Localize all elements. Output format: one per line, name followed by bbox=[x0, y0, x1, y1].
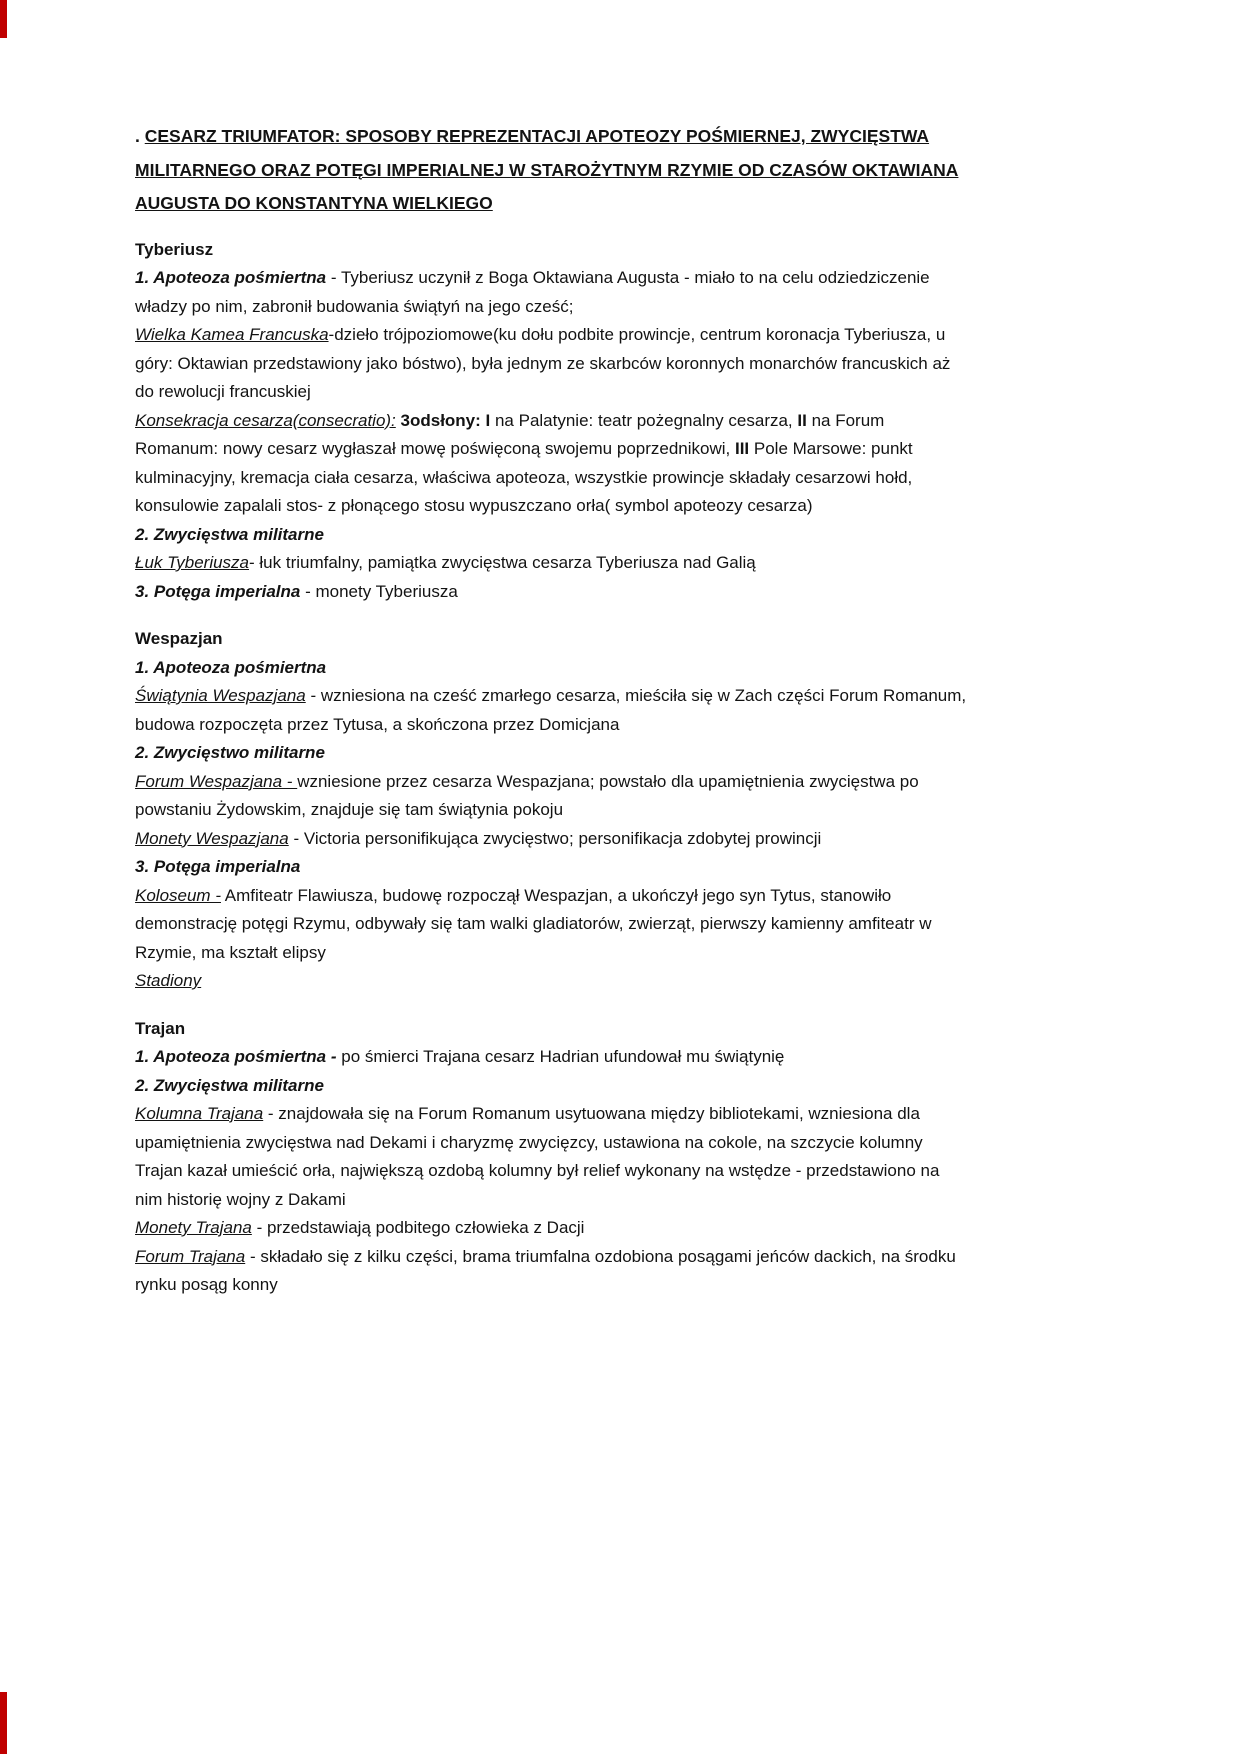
text-run: - łuk triumfalny, pamiątka zwycięstwa cesarza Tyberiusza nad Galią bbox=[249, 553, 756, 572]
text-run: 2. Zwycięstwa militarne bbox=[135, 524, 324, 544]
text-run: - Tyberiusz uczynił z Boga Oktawiana Augusta - miało to na celu odziedziczenie władzy po nim, zabronił budowania świątyń na jego cześć; bbox=[135, 268, 930, 316]
paragraph bbox=[135, 264, 970, 321]
paragraph bbox=[135, 1243, 970, 1300]
paragraph bbox=[135, 967, 970, 996]
text-run: - przedstawiają podbitego człowieka z Dacji bbox=[251, 1218, 585, 1237]
text-run: Łuk Tyberiusza bbox=[135, 553, 250, 572]
paragraph bbox=[135, 1214, 970, 1243]
text-run: po śmierci Trajana cesarz Hadrian ufundował mu świątynię bbox=[336, 1047, 785, 1066]
title-text: CESARZ TRIUMFATOR: SPOSOBY REPREZENTACJI APOTEOZY POŚMIERNEJ, ZWYCIĘSTWA MILITARNEGO ORAZ POTĘGI IMPERIALNEJ W STAROŻYTNYM RZYMIE OD CZASÓW OKTAWIANA AUGUSTA DO KONSTANTYNA WIELKIEGO bbox=[135, 126, 959, 213]
paragraph bbox=[135, 521, 970, 550]
text-run: 3odsłony: I bbox=[400, 410, 491, 430]
text-run: III bbox=[734, 439, 750, 458]
text-run: - Victoria personifikująca zwycięstwo; personifikacja zdobytej prowincji bbox=[288, 828, 822, 848]
document-sections bbox=[135, 236, 970, 1300]
paragraph bbox=[135, 882, 970, 968]
paragraph bbox=[135, 321, 970, 407]
text-run: - znajdowała się na Forum Romanum usytuowana między bibliotekami, wzniesiona dla upamiętnienia zwycięstwa nad Dekami i charyzmę zwycięzcy, ustawiona na cokole, na szczycie kolumny Trajan kazał umieścić orła, największą ozdobą kolumny był relief wykonany na wstędze - przedstawiono na nim historię wojny z Dakami bbox=[135, 1104, 940, 1209]
text-run: na Palatynie: teatr pożegnalny cesarza, bbox=[490, 410, 798, 430]
section-heading: Wespazjan bbox=[135, 629, 223, 648]
text-run: Forum Trajana bbox=[135, 1246, 246, 1266]
paragraph bbox=[135, 1043, 970, 1072]
text-run: Amfiteatr Flawiusza, budowę rozpoczął Wespazjan, a ukończył jego syn Tytus, stanowiło demonstrację potęgi Rzymu, odbywały się tam walki gladiatorów, zwierząt, pierwszy kamienny amfiteatr w Rzymie, ma kształt elipsy bbox=[135, 885, 932, 962]
paragraph bbox=[135, 1100, 970, 1214]
paragraph bbox=[135, 654, 970, 683]
text-run: -dzieło trójpoziomowe(ku dołu podbite prowincje, centrum koronacja Tyberiusza, u góry: Oktawian przedstawiony jako bóstwo), była jednym ze skarbców koronnych monarchów francuskich aż do rewolucji francuskiej bbox=[135, 325, 951, 401]
paragraph bbox=[135, 407, 970, 521]
paragraph bbox=[135, 578, 970, 607]
text-run: Konsekracja cesarza(consecratio): bbox=[135, 410, 396, 430]
text-run: Stadiony bbox=[135, 971, 202, 990]
text-run: - składało się z kilku części, brama triumfalna ozdobiona posągami jeńców dackich, na środku rynku posąg konny bbox=[135, 1246, 956, 1294]
text-run: Koloseum - bbox=[135, 885, 221, 905]
section-heading: Tyberiusz bbox=[135, 239, 214, 259]
document-title bbox=[135, 120, 970, 221]
paragraph bbox=[135, 739, 970, 768]
text-run: 3. Potęga imperialna bbox=[135, 581, 301, 601]
scan-artifact-top bbox=[0, 0, 7, 38]
text-run: 2. Zwycięstwa militarne bbox=[135, 1075, 324, 1095]
text-run: 2. Zwycięstwo militarne bbox=[135, 743, 325, 762]
text-run: 1. Apoteoza pośmiertna bbox=[135, 268, 327, 287]
paragraph bbox=[135, 1072, 970, 1101]
text-run: Świątynia Wespazjana bbox=[135, 686, 306, 705]
title-prefix: . bbox=[135, 126, 145, 146]
text-run: Kolumna Trajana bbox=[135, 1104, 264, 1123]
text-run: 3. Potęga imperialna bbox=[135, 857, 301, 876]
section-heading: Trajan bbox=[135, 1018, 186, 1038]
paragraph bbox=[135, 768, 970, 825]
text-run: 1. Apoteoza pośmiertna bbox=[135, 657, 327, 677]
text-run: Monety Wespazjana bbox=[135, 828, 289, 848]
paragraph bbox=[135, 549, 970, 578]
text-run: Monety Trajana bbox=[135, 1218, 252, 1237]
text-run: - wzniesiona na cześć zmarłego cesarza, mieściła się w Zach części Forum Romanum, budowa rozpoczęta przez Tytusa, a skończona przez Domicjana bbox=[135, 686, 967, 734]
paragraph bbox=[135, 853, 970, 882]
text-run: Pole Marsowe: punkt kulminacyjny, kremacja ciała cesarza, właściwa apoteoza, wszystkie prowincje składały cesarzowi hołd, konsulowie zapalali stos- z płonącego stosu wypuszczano orła( symbol apoteozy cesarza) bbox=[135, 439, 913, 515]
text-run: - monety Tyberiusza bbox=[300, 581, 458, 601]
scan-artifact-bottom bbox=[0, 1692, 7, 1754]
text-run: Wielka Kamea Francuska bbox=[135, 325, 329, 344]
text-run: Forum Wespazjana - bbox=[135, 771, 298, 791]
paragraph bbox=[135, 825, 970, 854]
text-run: II bbox=[797, 410, 807, 430]
text-run: 1. Apoteoza pośmiertna - bbox=[135, 1047, 337, 1066]
paragraph bbox=[135, 682, 970, 739]
document-content bbox=[135, 120, 970, 1300]
text-run: na Forum Romanum: nowy cesarz wygłaszał mowę poświęconą swojemu poprzednikowi, bbox=[135, 410, 885, 458]
text-run: wzniesione przez cesarza Wespazjana; powstało dla upamiętnienia zwycięstwa po powstaniu Żydowskim, znajduje się tam świątynia pokoju bbox=[135, 771, 919, 819]
